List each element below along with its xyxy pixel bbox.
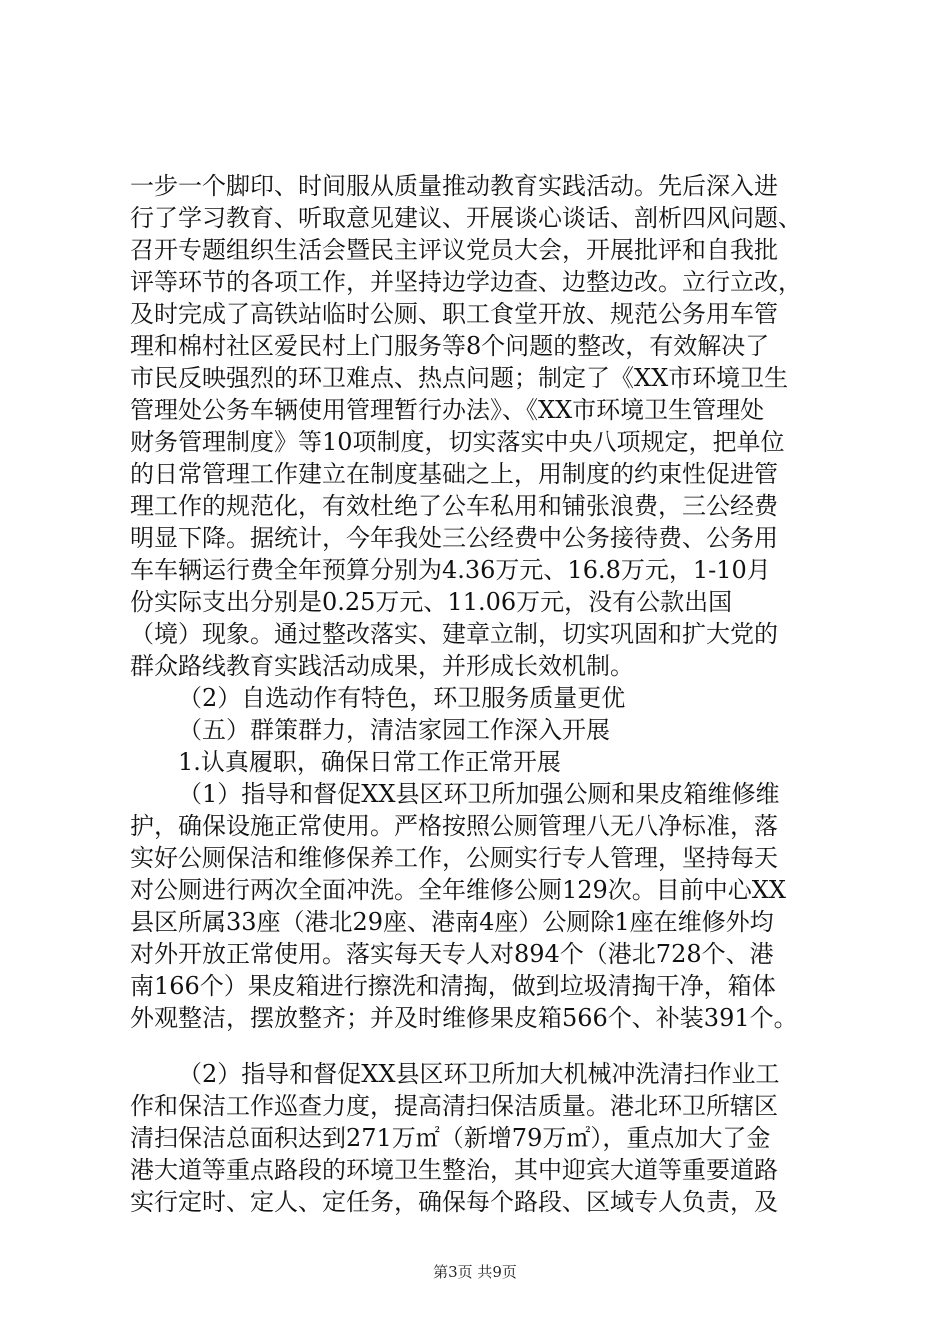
body-text-line: 评等环节的各项工作，并坚持边学边查、边整边改。立行立改，	[130, 268, 802, 296]
body-text-line: 财务管理制度》等10项制度，切实落实中央八项规定，把单位	[130, 428, 785, 456]
body-text-line: 群众路线教育实践活动成果，并形成长效机制。	[130, 652, 634, 680]
section-heading: （五）群策群力，清洁家园工作深入开展	[178, 716, 610, 744]
body-text-line: 召开专题组织生活会暨民主评议党员大会，开展批评和自我批	[130, 236, 778, 264]
body-text-line: 管理处公务车辆使用管理暂行办法》、《XX市环境卫生管理处	[130, 396, 765, 424]
section-heading: 1.认真履职，确保日常工作正常开展	[178, 748, 561, 776]
body-text-line: 县区所属33座（港北29座、港南4座）公厕除1座在维修外均	[130, 908, 774, 936]
body-text-line: 市民反映强烈的环卫难点、热点问题；制定了《XX市环境卫生	[130, 364, 789, 392]
body-text-line: 实行定时、定人、定任务，确保每个路段、区域专人负责，及	[130, 1188, 778, 1216]
section-heading: （2）自选动作有特色，环卫服务质量更优	[178, 684, 626, 712]
body-text-line: 份实际支出分别是0.25万元、11.06万元，没有公款出国	[130, 588, 733, 616]
paragraph-first-line: （2）指导和督促XX县区环卫所加大机械冲洗清扫作业工	[178, 1060, 780, 1088]
body-text-line: 车车辆运行费全年预算分别为4.36万元、16.8万元，1-10月	[130, 556, 771, 584]
body-text-line: 外观整洁，摆放整齐；并及时维修果皮箱566个、补装391个。	[130, 1004, 798, 1032]
body-text-line: 护，确保设施正常使用。严格按照公厕管理八无八净标准，落	[130, 812, 778, 840]
body-text-line: 行了学习教育、听取意见建议、开展谈心谈话、剖析四风问题、	[130, 204, 802, 232]
body-text-line: 理和棉村社区爱民村上门服务等8个问题的整改，有效解决了	[130, 332, 770, 360]
body-text-line: 及时完成了高铁站临时公厕、职工食堂开放、规范公务用车管	[130, 300, 778, 328]
body-text-line: 的日常管理工作建立在制度基础之上，用制度的约束性促进管	[130, 460, 778, 488]
body-text-line: （境）现象。通过整改落实、建章立制，切实巩固和扩大党的	[130, 620, 778, 648]
body-text-line: 南166个）果皮箱进行擦洗和清掏，做到垃圾清掏干净，箱体	[130, 972, 776, 1000]
body-text-line: 实好公厕保洁和维修保养工作，公厕实行专人管理，坚持每天	[130, 844, 778, 872]
body-text-line: 对公厕进行两次全面冲洗。全年维修公厕129次。目前中心XX	[130, 876, 786, 904]
body-text-line: 一步一个脚印、时间服从质量推动教育实践活动。先后深入进	[130, 172, 778, 200]
paragraph-first-line: （1）指导和督促XX县区环卫所加强公厕和果皮箱维修维	[178, 780, 780, 808]
body-text-line: 明显下降。据统计，今年我处三公经费中公务接待费、公务用	[130, 524, 778, 552]
body-text-line: 对外开放正常使用。落实每天专人对894个（港北728个、港	[130, 940, 774, 968]
body-text-line: 清扫保洁总面积达到271万㎡（新增79万㎡），重点加大了金	[130, 1124, 771, 1152]
body-text-line: 作和保洁工作巡查力度，提高清扫保洁质量。港北环卫所辖区	[130, 1092, 778, 1120]
body-text-line: 理工作的规范化，有效杜绝了公车私用和铺张浪费，三公经费	[130, 492, 778, 520]
page-number: 第3页 共9页	[433, 1263, 517, 1281]
body-text-line: 港大道等重点路段的环境卫生整治，其中迎宾大道等重要道路	[130, 1156, 778, 1184]
